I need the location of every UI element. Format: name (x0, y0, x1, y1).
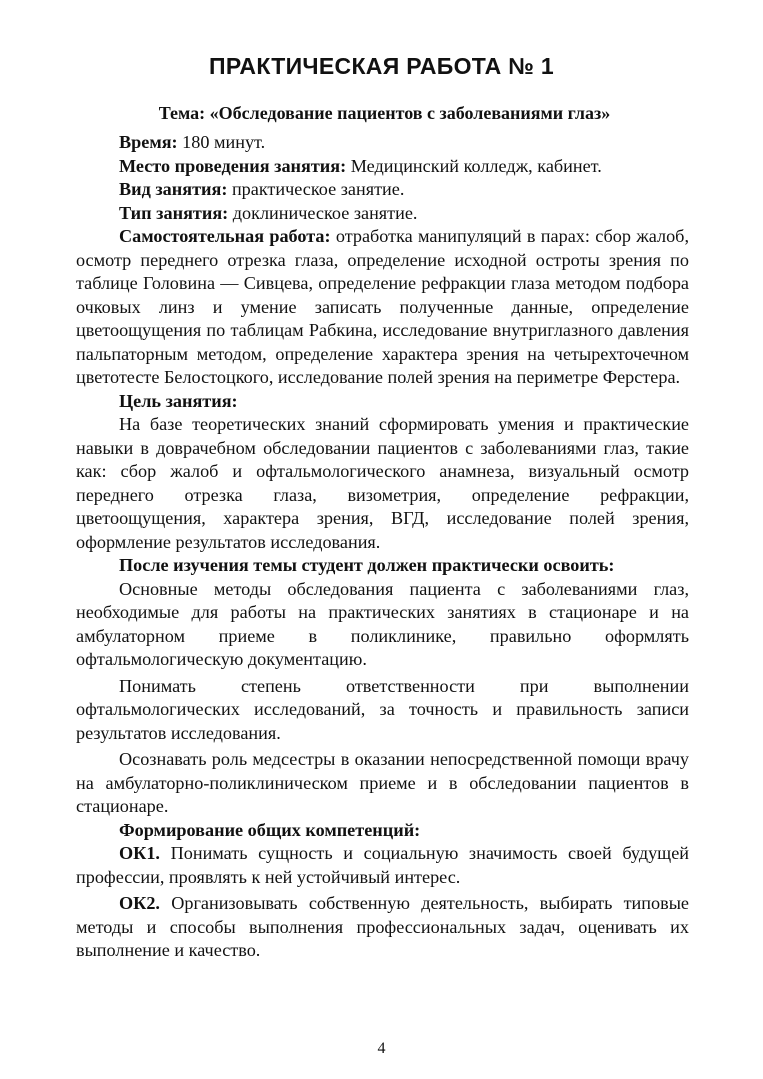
goal-paragraph: На базе теоретических знаний сформировать умения и практические навыки в доврачебном обследовании пациентов с заболеваниями глаз, такие как: сбор жалоб и офтальмологического анамнеза, визуальный осмотр переднего отрезка глаза, визометрия, определение рефракции, цветоощущения, характера зрения, ВГД, исследование полей зрения, оформление результатов исследования. (76, 414, 689, 552)
topic-line: Тема: «Обследование пациентов с заболеваниями глаз» (158, 103, 611, 123)
lesson-type-value: доклиническое занятие. (228, 202, 418, 223)
master-paragraph-1: Основные методы обследования пациента с заболеваниями глаз, необходимые для работы на практических занятиях в стационаре и на амбулаторном приеме в поликлинике, правильно оформлять офтальмологическую документацию. (76, 578, 689, 669)
master-paragraph-3: Осознавать роль медсестры в оказании непосредственной помощи врачу на амбулаторно-поликлиническом приеме и в обследовании пациентов в стационаре. (76, 749, 689, 816)
lesson-type-label: Тип занятия: (119, 202, 229, 223)
master-heading (76, 554, 689, 578)
competency-ok1-code: ОК1. (119, 843, 160, 863)
time-value: 180 минут. (177, 132, 266, 152)
independent-work-paragraph (76, 225, 689, 390)
lesson-kind-label: Вид занятия: (119, 179, 228, 199)
lesson-type-line (76, 202, 689, 226)
place-value: Медицинский колледж, кабинет. (346, 155, 602, 176)
competency-ok2-code: ОК2. (119, 893, 160, 913)
competency-ok2 (76, 892, 689, 963)
competency-ok2-text: Организовывать собственную деятельность, выбирать типовые методы и способы выполнения профессиональных задач, оценивать их выполнение и качество. (76, 893, 689, 960)
place-label: Место проведения занятия: (119, 155, 347, 176)
competency-ok1-text: Понимать сущность и социальную значимость своей будущей профессии, проявлять к ней устойчивый интерес. (76, 843, 689, 887)
independent-work-label: Самостоятельная работа: (119, 226, 331, 246)
master-paragraph-2: Понимать степень ответственности при выполнении офтальмологических исследований, за точность и правильность записи результатов исследования. (76, 675, 689, 743)
independent-work-text: отработка манипуляций в парах: сбор жалоб, осмотр переднего отрезка глаза, определение исходной остроты зрения по таблице Головина — Сивцева, определение рефракции глаза методом подбора очковых линз и умение записать полученные данные, определение цветоощущения по таблицам Рабкина, исследование внутриглазного давления пальпаторным методом, определение характера зрения на четырехточечном цветотесте Белостоцкого, исследование полей зрения на периметре Ферстера. (76, 226, 689, 387)
competencies-heading-text: Формирование общих компетенций: (119, 819, 421, 840)
time-line (76, 131, 689, 155)
competencies-heading (76, 819, 689, 843)
lesson-kind-value: практическое занятие. (227, 179, 405, 199)
page-number: 4 (377, 1040, 386, 1057)
goal-heading (76, 390, 689, 414)
goal-heading-text: Цель занятия: (119, 390, 238, 411)
lesson-kind-line (76, 178, 689, 202)
document-body (76, 131, 689, 963)
page-title: ПРАКТИЧЕСКАЯ РАБОТА № 1 (208, 53, 554, 79)
place-line (76, 155, 689, 179)
competency-ok1 (76, 842, 689, 889)
master-heading-text: После изучения темы студент должен практически освоить: (119, 555, 615, 575)
time-label: Время: (119, 132, 178, 152)
